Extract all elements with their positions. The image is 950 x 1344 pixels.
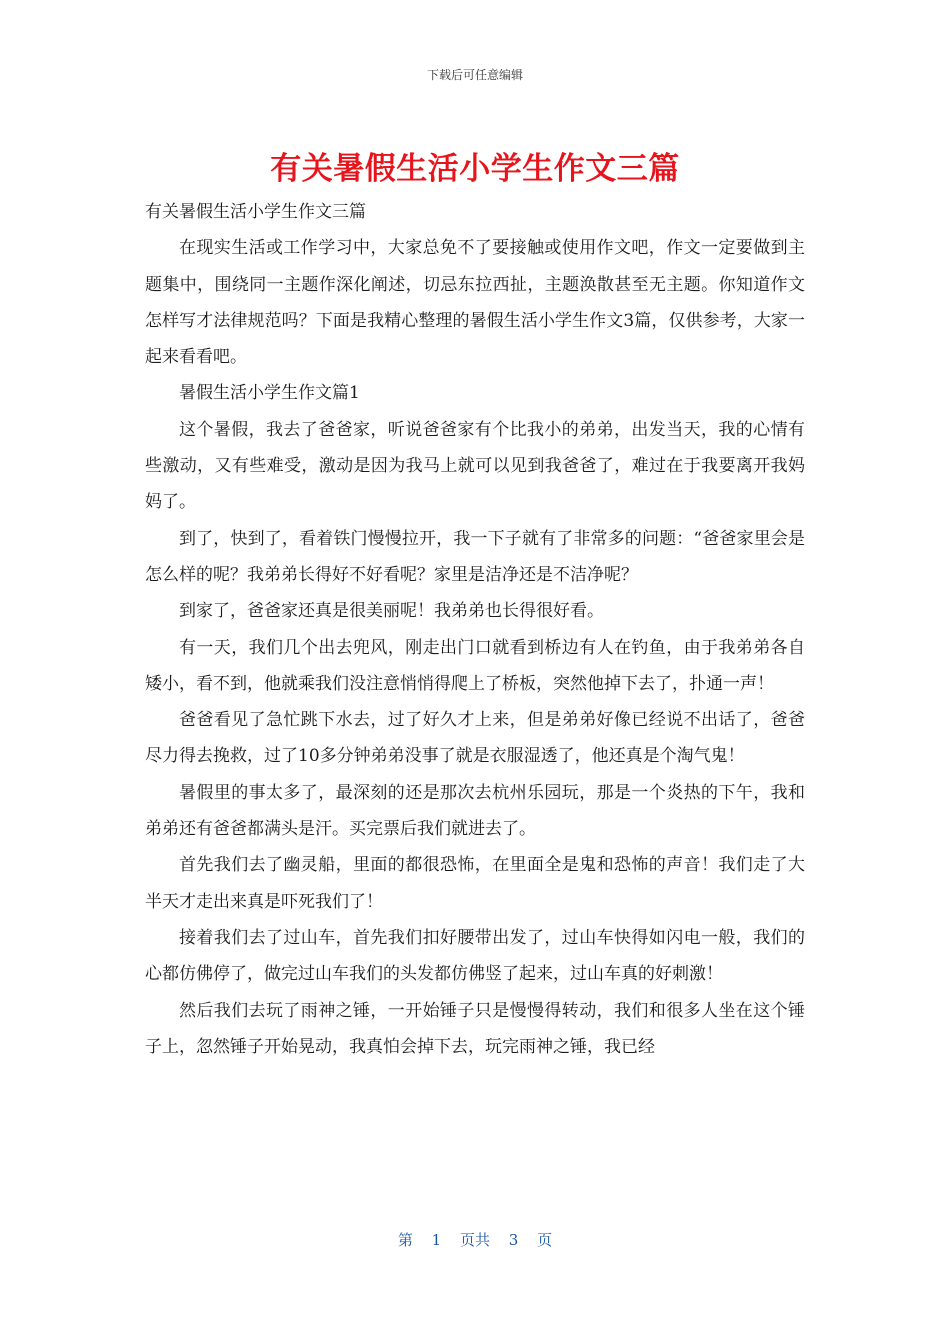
paragraph: 首先我们去了幽灵船，里面的都很恐怖，在里面全是鬼和恐怖的声音！我们走了大半天才走出来真是吓死我们了！ — [145, 855, 805, 912]
section-heading: 暑假生活小学生作文篇1 — [179, 383, 360, 404]
paragraph: 到家了，爸爸家还真是很美丽呢！我弟弟也长得很好看。 — [179, 601, 604, 622]
paragraph-intro: 在现实生活或工作学习中，大家总免不了要接触或使用作文吧，作文一定要做到主题集中，围绕同一主题作深化阐述，切忌东拉西扯，主题涣散甚至无主题。你知道作文怎样写才法律规范吗？下面是我精心整理的暑假生活小学生作文3篇，仅供参考，大家一起来看看吧。 — [145, 238, 805, 368]
paragraph: 这个暑假，我去了爸爸家，听说爸爸家有个比我小的弟弟，出发当天，我的心情有些激动，又有些难受，激动是因为我马上就可以见到我爸爸了，难过在于我要离开我妈妈了。 — [145, 419, 805, 513]
paragraph: 到了，快到了，看着铁门慢慢拉开，我一下子就有了非常多的问题：“爸爸家里会是怎么样的呢？我弟弟长得好不好看呢？家里是洁净还是不洁净呢？ — [145, 528, 805, 585]
footer-label-total: 页共 — [459, 1231, 490, 1249]
footer-total-pages: 3 — [508, 1231, 519, 1249]
document-body — [145, 194, 805, 1065]
paragraph: 暑假里的事太多了，最深刻的还是那次去杭州乐园玩，那是一个炎热的下午，我和弟弟还有爸爸都满头是汗。买完票后我们就进去了。 — [145, 782, 805, 840]
header-note: 下载后可任意编辑 — [426, 68, 523, 82]
paragraph: 然后我们去玩了雨神之锤，一开始锤子只是慢慢得转动，我们和很多人坐在这个锤子上，忽然锤子开始晃动，我真怕会掉下去，玩完雨神之锤，我已经 — [145, 1000, 805, 1057]
footer-current-page: 1 — [431, 1231, 442, 1249]
paragraph: 有一天，我们几个出去兜风，刚走出门口就看到桥边有人在钓鱼，由于我弟弟各自矮小，看不到，他就乘我们没注意悄悄得爬上了桥板，突然他掉下去了，扑通一声！ — [145, 637, 805, 694]
document-subtitle: 有关暑假生活小学生作文三篇 — [145, 202, 366, 222]
document-title: 有关暑假生活小学生作文三篇 — [270, 151, 680, 187]
paragraph: 接着我们去了过山车，首先我们扣好腰带出发了，过山车快得如闪电一般，我们的心都仿佛停了，做完过山车我们的头发都仿佛竖了起来，过山车真的好刺激！ — [145, 927, 805, 985]
paragraph: 爸爸看见了急忙跳下水去，过了好久才上来，但是弟弟好像已经说不出话了，爸爸尽力得去挽救，过了10多分钟弟弟没事了就是衣服湿透了，他还真是个淘气鬼！ — [145, 710, 805, 767]
footer-label-end: 页 — [537, 1231, 553, 1249]
page-footer — [0, 1229, 950, 1250]
footer-label-page: 第 — [397, 1231, 413, 1249]
